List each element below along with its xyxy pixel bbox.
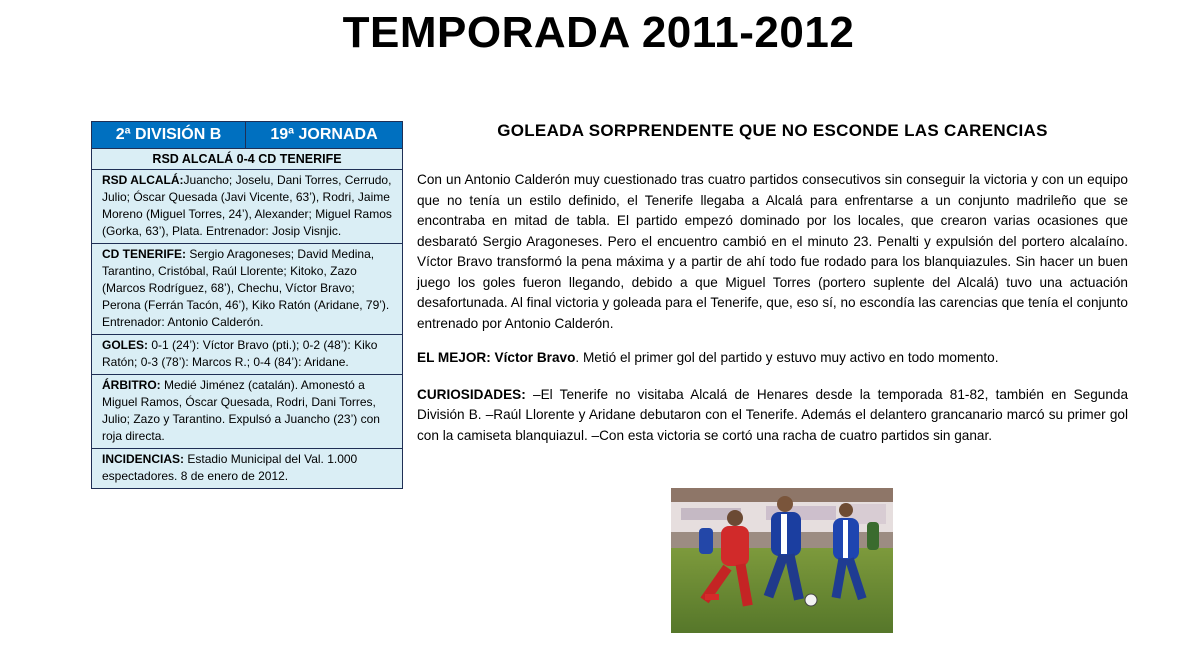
card-header xyxy=(92,122,402,149)
goals-label: GOLES: xyxy=(102,338,149,352)
curiosities-paragraph xyxy=(417,385,1128,447)
tenerife-lineup xyxy=(92,244,402,335)
division-label: 2ª DIVISIÓN B xyxy=(92,122,246,148)
match-result: RSD ALCALÁ 0-4 CD TENERIFE xyxy=(92,149,402,170)
article-paragraph: Con un Antonio Calderón muy cuestionado tras cuatro partidos consecutivos sin conseguir la victoria y con un equipo que no tenía un estilo definido, el Tenerife llegaba a Alcalá para enfrentarse a un conjunto madrileño que se encontraba en mitad de tabla. El partido empezó dominado por los locales, que crearon varias ocasiones que desbarató Sergio Aragoneses. Pero el encuentro cambió en el minuto 23. Penalti y expulsión del portero alcalaíno. Víctor Bravo transformó la pena máxima y a partir de ahí todo fue rodado para los blanquiazules. Sin hacer un buen juego los goles fueron llegando, debido a que Miguel Torres (portero suplente del Alcalá) tuvo una actuación desafortunada. Al final victoria y goleada para el Tenerife, que, eso sí, no escondía las carencias que tenía el conjunto entrenado por Antonio Calderón. xyxy=(417,172,1128,331)
alcala-lineup xyxy=(92,170,402,244)
tenerife-text: Sergio Aragoneses; David Medina, Tarantino, Cristóbal, Raúl Llorente; Kitoko, Zazo (Marcos Rodríguez, 68’), Chechu, Víctor Bravo; Perona (Ferrán Tacón, 46’), Kiko Ratón (Aridane, 79’). Entrenador: Antonio Calderón. xyxy=(102,247,390,329)
match-photo xyxy=(671,488,893,633)
jornada-label: 19ª JORNADA xyxy=(270,126,378,143)
article-headline: GOLEADA SORPRENDENTE QUE NO ESCONDE LAS CARENCIAS xyxy=(497,121,1048,140)
alcala-text: Juancho; Joselu, Dani Torres, Cerrudo, Julio; Óscar Quesada (Javi Vicente, 63’), Rodri, Jaime Moreno (Miguel Torres, 24’), Alexander; Miguel Ramos (Gorka, 63’), Plata. Entrenador: Josip Visnjic. xyxy=(102,173,392,238)
match-card xyxy=(91,121,403,489)
curiosities-label: CURIOSIDADES: xyxy=(417,386,526,402)
alcala-label: RSD ALCALÁ: xyxy=(102,173,184,187)
best-player-label: EL MEJOR: Víctor Bravo xyxy=(417,350,576,365)
best-player-paragraph xyxy=(417,348,1128,369)
article-body xyxy=(417,170,1128,462)
best-player-text: . Metió el primer gol del partido y estuvo muy activo en todo momento. xyxy=(575,350,999,365)
referee-section xyxy=(92,375,402,449)
referee-label: ÁRBITRO: xyxy=(102,378,161,392)
page-title: TEMPORADA 2011-2012 xyxy=(342,8,855,57)
incidents-label: INCIDENCIAS: xyxy=(102,452,185,466)
incidents-section xyxy=(92,449,402,488)
incidents-text: Estadio Municipal del Val. 1.000 espectadores. 8 de enero de 2012. xyxy=(102,452,358,483)
referee-text: Medié Jiménez (catalán). Amonestó a Miguel Ramos, Óscar Quesada, Rodri, Dani Torres, Julio; Zazo y Tarantino. Expulsó a Juancho (23’) con roja directa. xyxy=(102,378,380,443)
goals-text: 0-1 (24’): Víctor Bravo (pti.); 0-2 (48’): Kiko Ratón; 0-3 (78’): Marcos R.; 0-4 (84’): Aridane. xyxy=(102,338,378,369)
goals-section xyxy=(92,335,402,375)
curiosities-text: –El Tenerife no visitaba Alcalá de Henares desde la temporada 81-82, también en Segunda División B. –Raúl Llorente y Aridane debutaron con el Tenerife. Además el delantero grancanario marcó su primer gol con la camiseta blanquiazul. –Con esta victoria se cortó una racha de cuatro partidos sin ganar. xyxy=(417,386,1128,443)
tenerife-label: CD TENERIFE: xyxy=(102,247,186,261)
